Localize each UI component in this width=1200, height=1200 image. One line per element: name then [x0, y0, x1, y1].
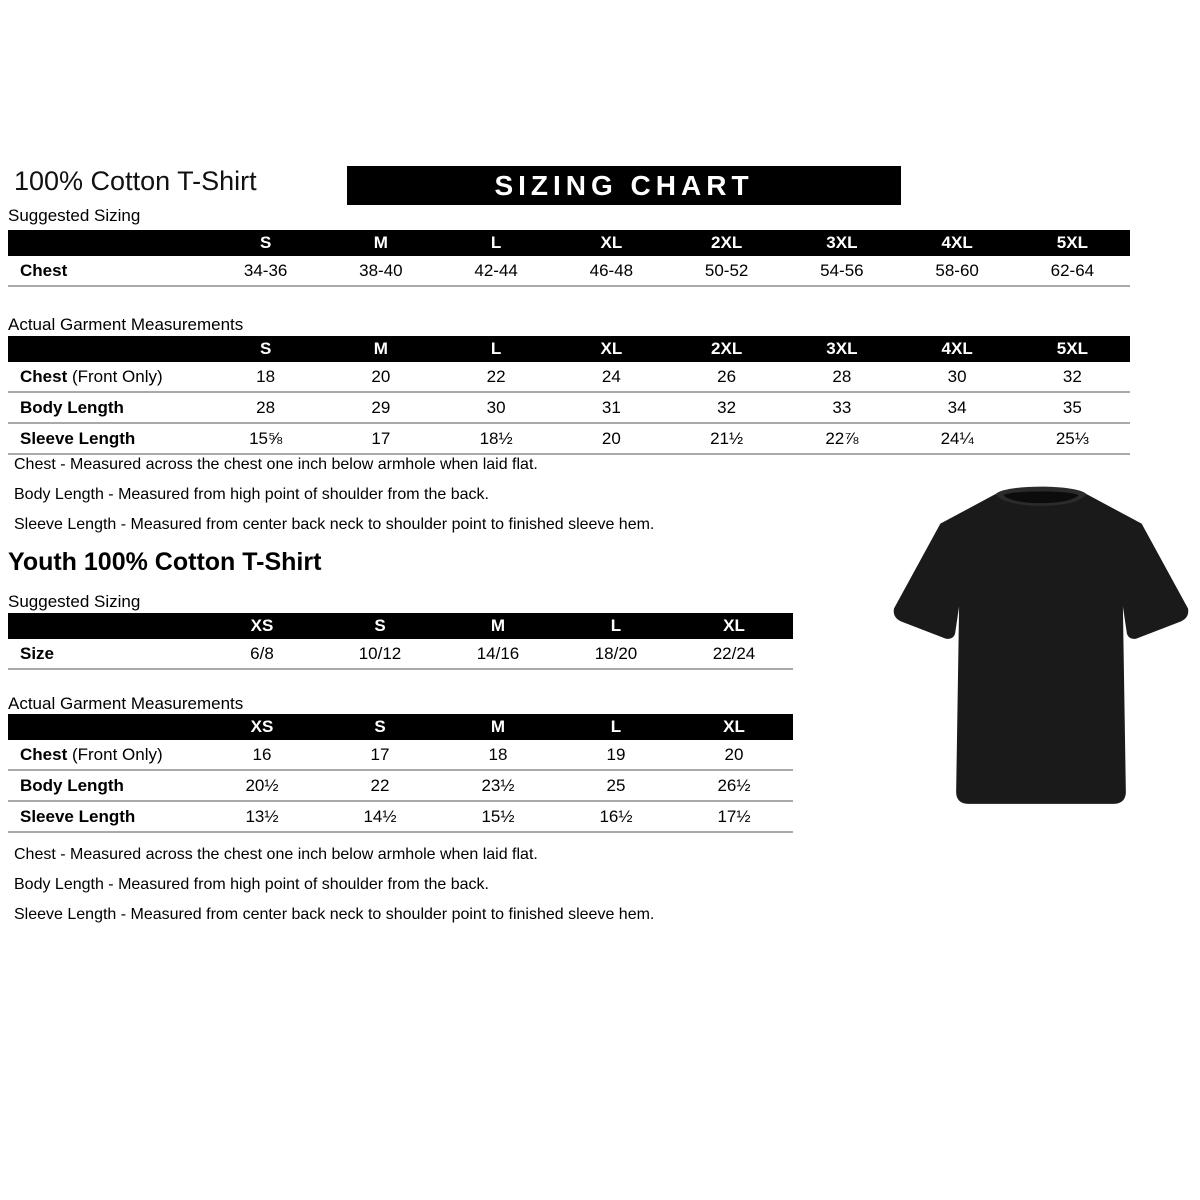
table-cell: 28: [832, 366, 852, 386]
table-cell: 14/16: [476, 643, 520, 663]
youth-suggested-sizing-table: [8, 613, 793, 670]
row-label: [8, 367, 208, 387]
table-cell: 16: [252, 744, 272, 764]
table-cell: 24¼: [940, 428, 974, 448]
row-label: [8, 776, 203, 796]
youth-actual-measurements-table: [8, 714, 793, 833]
table-cell: 38-40: [359, 260, 403, 280]
row-label-text: Chest: [20, 744, 68, 764]
table-cell: 22: [486, 366, 506, 386]
table-cell: 42-44: [474, 260, 518, 280]
note-chest: Chest - Measured across the chest one inch below armhole when laid flat.: [14, 456, 538, 473]
table-cell: 21½: [710, 428, 744, 448]
youth-suggested-sizing-label: Suggested Sizing: [8, 592, 141, 611]
table-header-row: [8, 714, 793, 740]
table-cell: 28: [256, 397, 276, 417]
table-row: [8, 802, 793, 833]
column-header: XL: [600, 233, 623, 252]
table-cell: 22: [370, 775, 390, 795]
table-cell: 19: [606, 744, 626, 764]
note-body-length: Body Length - Measured from high point of shoulder from the back.: [14, 876, 489, 893]
column-header: 4XL: [941, 339, 973, 358]
table-cell: 62-64: [1050, 260, 1095, 280]
column-header: S: [374, 717, 386, 736]
column-header: L: [610, 616, 622, 635]
column-header: M: [373, 339, 388, 358]
table-cell: 18: [488, 744, 508, 764]
column-header: 2XL: [711, 339, 743, 358]
youth-actual-measurements-label: Actual Garment Measurements: [8, 694, 244, 713]
table-cell: 24: [601, 366, 621, 386]
table-cell: 58-60: [935, 260, 979, 280]
table-cell: 15⅝: [249, 428, 283, 448]
table-cell: 17: [370, 744, 390, 764]
row-label-text: Chest: [20, 260, 68, 280]
column-header: S: [259, 233, 272, 252]
row-label-text: Sleeve Length: [20, 806, 136, 826]
table-cell: 33: [832, 397, 852, 417]
table-row: [8, 256, 1130, 287]
column-header: XL: [723, 616, 745, 635]
column-header: XL: [600, 339, 623, 358]
column-header: 5XL: [1056, 339, 1088, 358]
column-header: XS: [250, 717, 274, 736]
adult-actual-measurements-table: [8, 336, 1130, 455]
table-cell: 34-36: [243, 260, 288, 280]
table-cell: 15½: [481, 806, 515, 826]
column-header: L: [610, 717, 622, 736]
adult-suggested-sizing-table: [8, 230, 1130, 287]
note-sleeve-length: Sleeve Length - Measured from center back neck to shoulder point to finished sleeve hem.: [14, 906, 655, 923]
column-header: M: [373, 233, 388, 252]
table-cell: 46-48: [589, 260, 634, 280]
column-header: L: [490, 339, 502, 358]
table-cell: 30: [486, 397, 506, 417]
note-sleeve-length: Sleeve Length - Measured from center back neck to shoulder point to finished sleeve hem.: [14, 516, 655, 533]
table-row: [8, 771, 793, 802]
adult-suggested-sizing-label: Suggested Sizing: [8, 206, 141, 225]
table-cell: 14½: [363, 806, 397, 826]
table-cell: 18½: [479, 428, 513, 448]
table-row: [8, 740, 793, 771]
row-label: [8, 644, 203, 664]
table-cell: 16½: [599, 806, 633, 826]
row-label-text: Body Length: [20, 775, 124, 795]
column-header: S: [374, 616, 386, 635]
table-cell: 20½: [245, 775, 279, 795]
table-row: [8, 393, 1130, 424]
table-cell: 30: [947, 366, 967, 386]
table-header-row: [8, 230, 1130, 256]
table-cell: 54-56: [820, 260, 864, 280]
row-label: [8, 745, 203, 765]
column-header: 2XL: [711, 233, 743, 252]
table-cell: 18/20: [594, 643, 638, 663]
column-header: XS: [250, 616, 274, 635]
table-cell: 25: [606, 775, 626, 795]
table-row: [8, 362, 1130, 393]
table-row: [8, 639, 793, 670]
table-cell: 6/8: [250, 643, 274, 663]
table-cell: 32: [1062, 366, 1082, 386]
table-cell: 50-52: [704, 260, 749, 280]
row-label-text: Sleeve Length: [20, 428, 136, 448]
table-cell: 18: [256, 366, 276, 386]
column-header: M: [490, 717, 506, 736]
table-cell: 25⅓: [1055, 428, 1089, 448]
table-cell: 20: [601, 428, 621, 448]
row-label-suffix: (Front Only): [67, 366, 163, 386]
table-cell: 23½: [481, 775, 515, 795]
column-header: 3XL: [826, 339, 858, 358]
column-header: L: [490, 233, 502, 252]
table-cell: 34: [947, 397, 967, 417]
sizing-chart-banner: [347, 166, 901, 205]
table-cell: 31: [601, 397, 621, 417]
column-header: 3XL: [826, 233, 858, 252]
table-cell: 22/24: [712, 643, 756, 663]
youth-measurement-notes: [14, 840, 654, 930]
table-header-row: [8, 336, 1130, 362]
column-header: 5XL: [1056, 233, 1088, 252]
tshirt-product-image: [893, 476, 1189, 816]
tshirt-body: [894, 494, 1189, 804]
page-title: 100% Cotton T-Shirt: [14, 166, 257, 196]
adult-measurement-notes: [14, 450, 654, 540]
sizing-chart-banner-text: SIZING CHART: [494, 169, 754, 201]
column-header: XL: [723, 717, 745, 736]
table-cell: 10/12: [358, 643, 402, 663]
row-label: [8, 807, 203, 827]
table-cell: 32: [717, 397, 737, 417]
note-chest: Chest - Measured across the chest one inch below armhole when laid flat.: [14, 846, 538, 863]
table-cell: 22⅞: [825, 428, 859, 448]
table-cell: 26½: [717, 775, 751, 795]
row-label: [8, 429, 208, 449]
adult-actual-measurements-label: Actual Garment Measurements: [8, 315, 244, 334]
row-label-text: Size: [20, 643, 55, 663]
youth-section-title: Youth 100% Cotton T-Shirt: [8, 548, 322, 576]
row-label-suffix: (Front Only): [67, 744, 163, 764]
table-cell: 35: [1062, 397, 1082, 417]
row-label-text: Chest: [20, 366, 68, 386]
table-cell: 26: [717, 366, 737, 386]
row-label: [8, 261, 208, 281]
table-cell: 20: [724, 744, 744, 764]
column-header: S: [259, 339, 272, 358]
table-cell: 13½: [245, 806, 279, 826]
table-cell: 20: [371, 366, 391, 386]
table-cell: 29: [371, 397, 391, 417]
column-header: M: [490, 616, 506, 635]
note-body-length: Body Length - Measured from high point of shoulder from the back.: [14, 486, 489, 503]
table-cell: 17½: [717, 806, 751, 826]
row-label: [8, 398, 208, 418]
column-header: 4XL: [941, 233, 973, 252]
table-cell: 17: [371, 428, 391, 448]
row-label-text: Body Length: [20, 397, 124, 417]
table-header-row: [8, 613, 793, 639]
tshirt-illustration: [893, 476, 1189, 816]
